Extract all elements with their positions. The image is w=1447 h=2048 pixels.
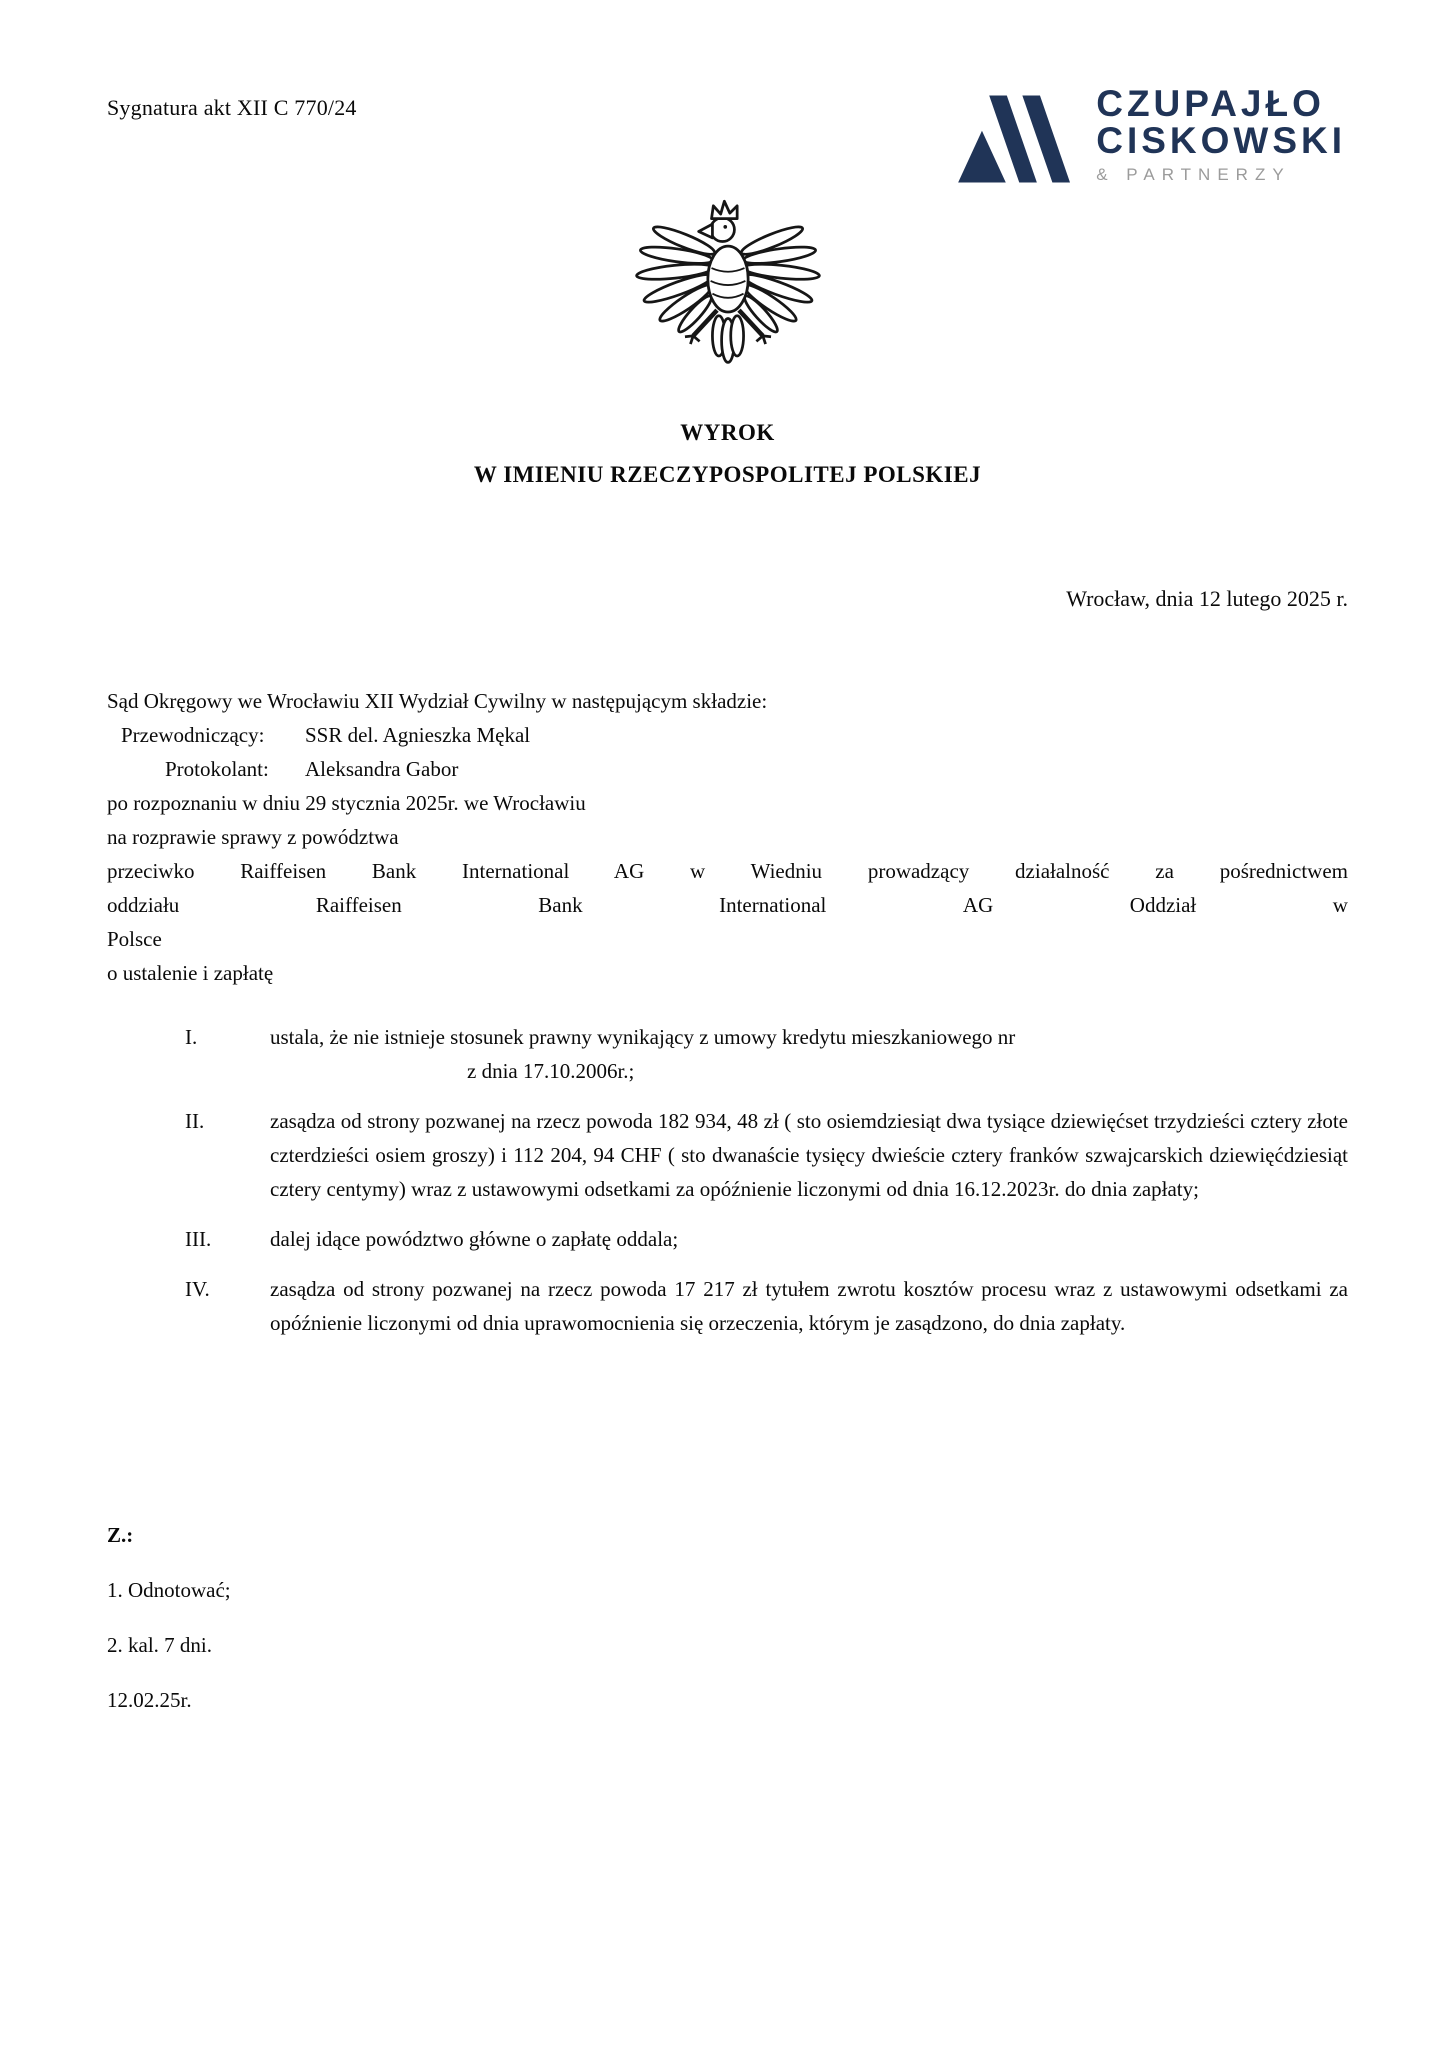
defendant-line-1: przeciwko Raiffeisen Bank International AG w Wiedniu prowadzący działalność za pośrednictwem <box>107 859 1348 883</box>
court-composition-block <box>107 684 1348 990</box>
defendant-word: Bank <box>538 893 583 917</box>
judgment-title-block <box>107 420 1348 488</box>
footer-item-2: 2. kal. 7 dni. <box>107 1633 212 1657</box>
law-firm-logo-text <box>1096 85 1346 185</box>
place-and-date-line: Wrocław, dnia 12 lutego 2025 r. <box>1066 586 1348 611</box>
hearing-date-line: po rozpoznaniu w dniu 29 stycznia 2025r. we Wrocławiu <box>107 791 586 815</box>
ruling-numeral: III. <box>185 1227 212 1251</box>
ruling-item-2 <box>107 1104 1348 1206</box>
law-firm-logo <box>954 85 1348 185</box>
document-header <box>107 85 1348 185</box>
coat-of-arms-wrap <box>107 193 1348 372</box>
court-intro-line: Sąd Okręgowy we Wrocławiu XII Wydział Cywilny w następującym składzie: <box>107 689 768 713</box>
role-value: SSR del. Agnieszka Mękal <box>305 723 531 747</box>
law-firm-name-line1: CZUPAJŁO <box>1096 83 1325 124</box>
defendant-word: w <box>1332 893 1348 917</box>
ruling-text <box>270 1020 1348 1088</box>
ruling-text: zasądza od strony pozwanej na rzecz powoda 17 217 zł tytułem zwrotu kosztów procesu wraz z ustawowymi odsetkami za opóźnienie liczonymi od dnia uprawomocnienia się orzeczenia, którym je zasądzono, do dnia zapłaty. <box>270 1277 1348 1335</box>
ruling-contract-date-line: z dnia 17.10.2006r.; <box>467 1059 635 1083</box>
z-label: Z.: <box>107 1523 134 1547</box>
rulings-list <box>107 1020 1348 1340</box>
judgment-title: WYROK <box>680 420 775 445</box>
polish-eagle-icon <box>627 193 829 367</box>
footer-item-1: 1. Odnotować; <box>107 1578 231 1602</box>
defendant-line-2 <box>107 888 1348 922</box>
ruling-text: dalej idące powództwo główne o zapłatę oddala; <box>270 1227 679 1251</box>
defendant-word: Oddział <box>1129 893 1197 917</box>
ruling-item-4 <box>107 1272 1348 1340</box>
judgment-subtitle: W IMIENIU RZECZYPOSPOLITEJ POLSKIEJ <box>473 462 982 487</box>
trial-line: na rozprawie sprawy z powództwa <box>107 825 399 849</box>
ruling-item-1 <box>107 1020 1348 1088</box>
defendant-line-3: Polsce <box>107 927 162 951</box>
clerical-order-block <box>107 1518 1348 1717</box>
ruling-text: zasądza od strony pozwanej na rzecz powoda 182 934, 48 zł ( sto osiemdziesiąt dwa tysiące dziewięćset trzydzieści cztery złote czterdzieści osiem groszy) i 112 204, 94 CHF ( sto dwanaście tysięcy dwieście cztery franków szwajcarskich dziewięćdziesiąt cztery centymy) wraz z ustawowymi odsetkami za opóźnienie liczonymi od dnia 16.12.2023r. do dnia zapłaty; <box>270 1109 1348 1201</box>
defendant-word: International <box>719 893 827 917</box>
law-firm-logo-mark-icon <box>954 91 1070 185</box>
ruling-numeral: I. <box>185 1025 198 1049</box>
ruling-text-line: ustala, że nie istnieje stosunek prawny wynikający z umowy kredytu mieszkaniowego nr <box>270 1025 1016 1049</box>
role-row-presiding-judge <box>107 718 1348 752</box>
ruling-numeral: IV. <box>185 1277 210 1301</box>
law-firm-name-line2: CISKOWSKI <box>1096 120 1346 161</box>
defendant-word: AG <box>962 893 994 917</box>
role-value: Aleksandra Gabor <box>305 757 459 781</box>
role-label: Przewodniczący: <box>121 723 265 747</box>
footer-item-3: 12.02.25r. <box>107 1688 192 1712</box>
ruling-numeral: II. <box>185 1109 205 1133</box>
defendant-word: Raiffeisen <box>315 893 402 917</box>
ruling-item-3 <box>107 1222 1348 1256</box>
defendant-word: oddziału <box>107 893 180 917</box>
case-number: Sygnatura akt XII C 770/24 <box>107 95 357 120</box>
law-firm-subtitle: & PARTNERZY <box>1096 165 1291 184</box>
role-label: Protokolant: <box>165 757 269 781</box>
case-subject-line: o ustalenie i zapłatę <box>107 961 274 985</box>
role-row-court-clerk <box>107 752 1348 786</box>
